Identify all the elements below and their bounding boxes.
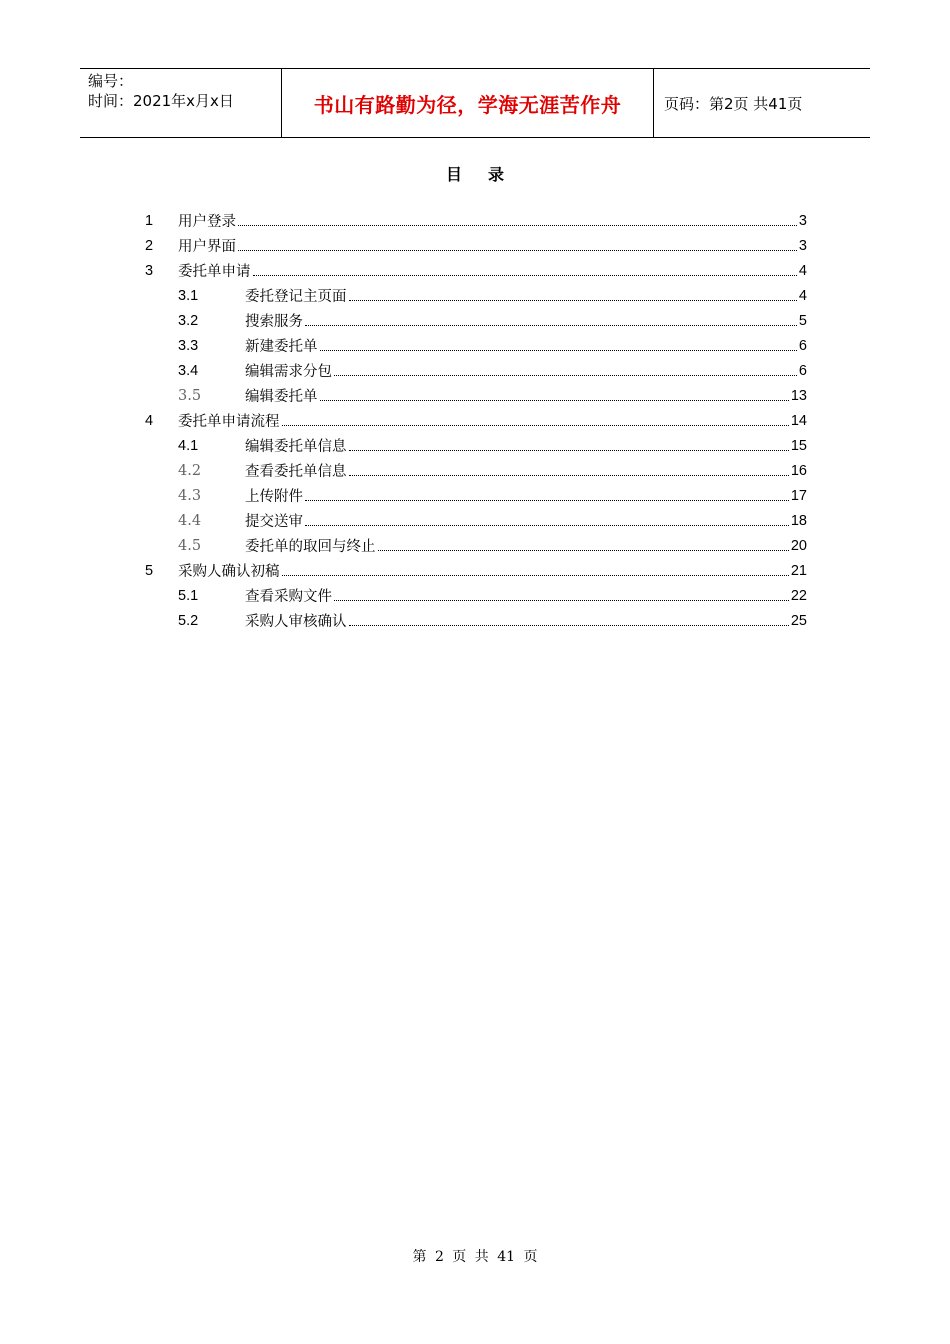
toc-entry-label: 编辑委托单信息 — [245, 439, 347, 455]
toc-entry-number: 3.4 — [178, 362, 199, 379]
toc-entry[interactable] — [145, 583, 807, 608]
toc-entry-number: 4.4 — [178, 512, 202, 529]
toc-entry-number: 3.5 — [178, 387, 202, 404]
toc-entry[interactable] — [145, 608, 807, 633]
toc-leader-dots — [238, 250, 797, 251]
toc-entry-number: 3.3 — [178, 337, 199, 354]
toc-entry[interactable] — [145, 383, 807, 408]
header-page-info: 页码：第2页 共41页 — [664, 94, 803, 113]
toc-entry-number: 1 — [145, 212, 154, 229]
toc-entry-label: 搜索服务 — [245, 314, 303, 330]
toc-entry-label: 编辑委托单 — [245, 389, 318, 405]
toc-entry-page: 4 — [798, 262, 807, 279]
toc-leader-dots — [253, 275, 797, 276]
toc-entry-label: 提交送审 — [245, 514, 303, 530]
toc-entry-label: 新建委托单 — [245, 339, 318, 355]
toc-entry-number: 4 — [145, 412, 154, 429]
toc-leader-dots — [378, 550, 789, 551]
toc-leader-dots — [334, 375, 797, 376]
toc-leader-dots — [305, 525, 789, 526]
toc-entry-page: 15 — [790, 437, 807, 454]
toc-entry[interactable] — [145, 333, 807, 358]
toc-entry-label: 委托单的取回与终止 — [245, 539, 376, 555]
toc-entry-label: 采购人审核确认 — [245, 614, 347, 630]
toc-entry[interactable] — [145, 433, 807, 458]
toc-entry[interactable] — [145, 558, 807, 583]
toc-entry-page: 4 — [798, 287, 807, 304]
header-number: 编号： — [88, 72, 134, 90]
toc-entry-label: 查看委托单信息 — [245, 464, 347, 480]
toc-leader-dots — [349, 300, 797, 301]
toc-entry-page: 21 — [790, 562, 807, 579]
toc-entry[interactable] — [145, 408, 807, 433]
toc-entry-number: 4.5 — [178, 537, 202, 554]
toc-leader-dots — [320, 350, 797, 351]
toc-entry-page: 13 — [790, 387, 807, 404]
toc-entry-page: 22 — [790, 587, 807, 604]
toc-entry-number: 5.2 — [178, 612, 199, 629]
toc-entry-number: 3 — [145, 262, 154, 279]
toc-entry[interactable] — [145, 308, 807, 333]
toc-entry-number: 4.3 — [178, 487, 202, 504]
toc-entry-page: 17 — [790, 487, 807, 504]
toc-entry-label: 编辑需求分包 — [245, 364, 332, 380]
table-of-contents — [145, 208, 807, 633]
header-date: 时间：2021年x月x日 — [88, 92, 234, 110]
toc-leader-dots — [282, 425, 789, 426]
toc-leader-dots — [349, 475, 789, 476]
toc-entry-page: 18 — [790, 512, 807, 529]
toc-entry-label: 委托单申请流程 — [178, 414, 280, 430]
toc-entry-page: 3 — [798, 212, 807, 229]
toc-entry-label: 用户登录 — [178, 214, 236, 230]
page-footer: 第 2 页 共 41 页 — [412, 1249, 538, 1265]
toc-entry-page: 20 — [790, 537, 807, 554]
toc-entry-label: 委托单申请 — [178, 264, 251, 280]
toc-entry-label: 委托登记主页面 — [245, 289, 347, 305]
toc-entry[interactable] — [145, 533, 807, 558]
header-meta — [80, 69, 281, 137]
toc-entry[interactable] — [145, 258, 807, 283]
toc-entry[interactable] — [145, 458, 807, 483]
toc-title: 目录 — [445, 165, 530, 184]
toc-leader-dots — [282, 575, 789, 576]
toc-entry-label: 用户界面 — [178, 239, 236, 255]
toc-leader-dots — [334, 600, 789, 601]
page-header — [80, 68, 870, 138]
toc-entry-label: 采购人确认初稿 — [178, 564, 280, 580]
toc-leader-dots — [320, 400, 789, 401]
toc-entry-page: 14 — [790, 412, 807, 429]
toc-entry-page: 25 — [790, 612, 807, 629]
toc-entry-page: 16 — [790, 462, 807, 479]
toc-entry[interactable] — [145, 283, 807, 308]
toc-entry-page: 6 — [798, 337, 807, 354]
toc-entry-number: 3.1 — [178, 287, 199, 304]
toc-entry-number: 2 — [145, 237, 154, 254]
toc-entry[interactable] — [145, 208, 807, 233]
toc-entry[interactable] — [145, 358, 807, 383]
toc-leader-dots — [305, 325, 797, 326]
toc-leader-dots — [238, 225, 797, 226]
toc-entry[interactable] — [145, 508, 807, 533]
toc-leader-dots — [349, 625, 789, 626]
toc-entry-page: 5 — [798, 312, 807, 329]
toc-leader-dots — [305, 500, 789, 501]
header-motto-cell — [281, 69, 654, 137]
toc-entry-number: 5 — [145, 562, 154, 579]
toc-entry-number: 5.1 — [178, 587, 199, 604]
toc-leader-dots — [349, 450, 789, 451]
header-page-cell — [654, 69, 870, 137]
toc-entry-number: 4.2 — [178, 462, 202, 479]
toc-entry-number: 3.2 — [178, 312, 199, 329]
toc-entry-number: 4.1 — [178, 437, 199, 454]
toc-entry[interactable] — [145, 483, 807, 508]
toc-entry-page: 6 — [798, 362, 807, 379]
toc-entry-page: 3 — [798, 237, 807, 254]
toc-entry-label: 上传附件 — [245, 489, 303, 505]
toc-entry-label: 查看采购文件 — [245, 589, 332, 605]
header-motto: 书山有路勤为径，学海无涯苦作舟 — [313, 92, 622, 117]
toc-entry[interactable] — [145, 233, 807, 258]
